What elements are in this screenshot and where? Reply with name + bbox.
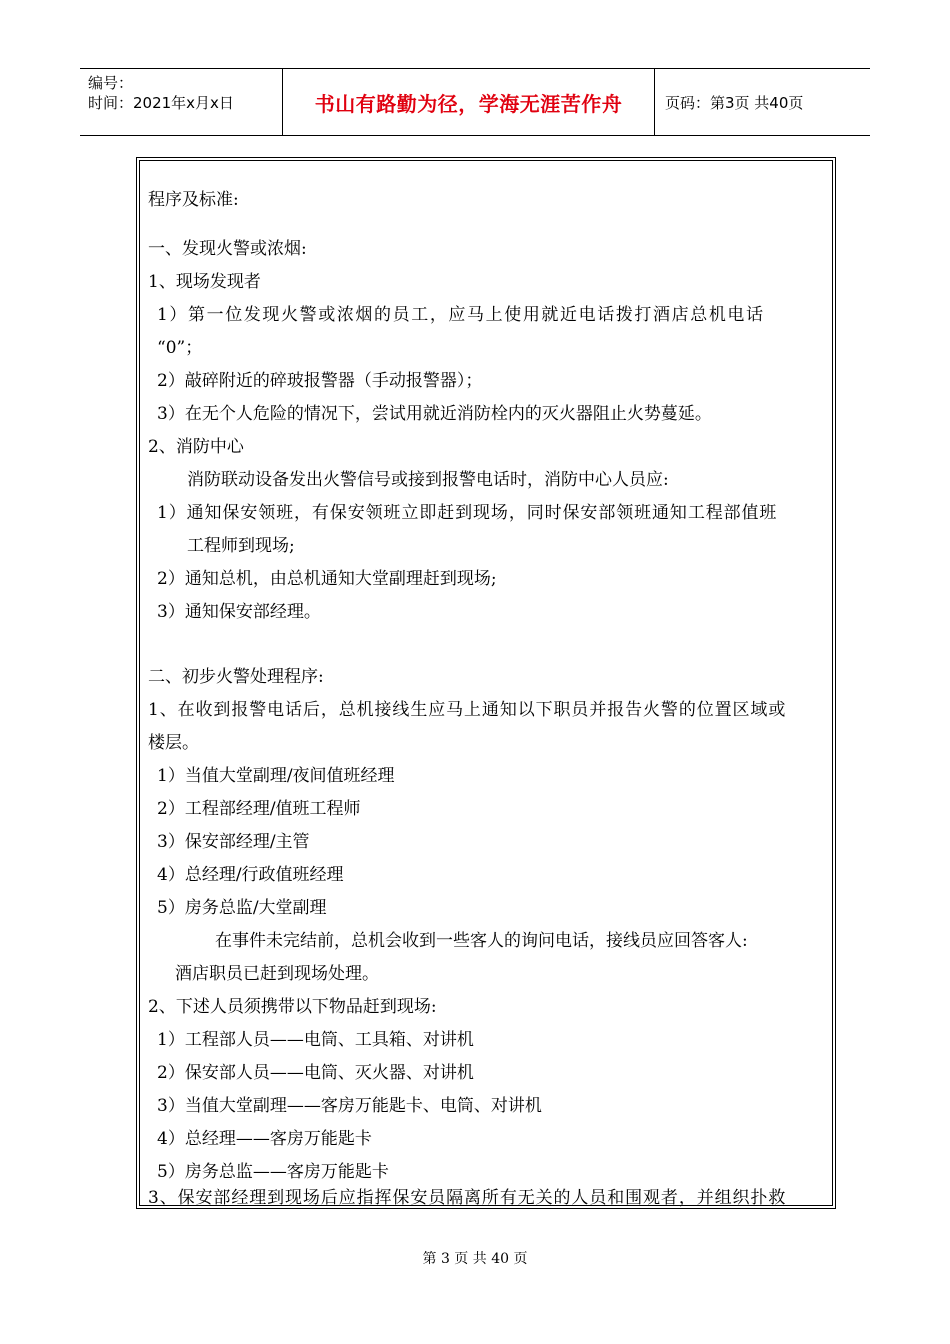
page-header (80, 68, 870, 136)
paragraph: 3、保安部经理到现场后应指挥保安员隔离所有无关的人员和围观者，并组织扑救 (148, 1188, 787, 1208)
list-item: 5）房务总监——客房万能匙卡 (157, 1162, 389, 1182)
paragraph-continuation: 酒店职员已赶到现场处理。 (175, 964, 379, 984)
list-item: 3）在无个人危险的情况下，尝试用就近消防栓内的灭火器阻止火势蔓延。 (157, 404, 712, 424)
list-item: 2）保安部人员——电筒、灭火器、对讲机 (157, 1063, 474, 1083)
paragraph: 1、在收到报警电话后，总机接线生应马上通知以下职员并报告火警的位置区域或 (148, 700, 787, 720)
list-item: 4）总经理——客房万能匙卡 (157, 1129, 372, 1149)
header-page-info: 页码：第3页 共40页 (665, 93, 804, 112)
list-item-continuation: 工程师到现场; (187, 536, 295, 556)
subsection-title: 1、现场发现者 (148, 272, 261, 292)
list-item: 3）当值大堂副理——客房万能匙卡、电筒、对讲机 (157, 1096, 542, 1116)
list-item: 1）第一位发现火警或浓烟的员工，应马上使用就近电话拨打酒店总机电话 (157, 305, 765, 325)
list-item: 1）当值大堂副理/夜间值班经理 (157, 766, 395, 786)
subsection-title: 2、下述人员须携带以下物品赶到现场: (148, 997, 437, 1017)
list-item: 2）通知总机，由总机通知大堂副理赶到现场; (157, 569, 497, 589)
list-item: 1）工程部人员——电筒、工具箱、对讲机 (157, 1030, 474, 1050)
list-item: 4）总经理/行政值班经理 (157, 865, 344, 885)
paragraph: 消防联动设备发出火警信号或接到报警电话时，消防中心人员应: (187, 470, 669, 490)
paragraph: 在事件未完结前，总机会收到一些客人的询问电话，接线员应回答客人: (215, 931, 748, 951)
list-item: 2）敲碎附近的碎玻报警器（手动报警器）； (157, 371, 483, 391)
header-motto: 书山有路勤为径，学海无涯苦作舟 (283, 69, 655, 135)
subsection-title: 2、消防中心 (148, 437, 244, 457)
header-meta (80, 69, 283, 135)
list-item: 3）保安部经理/主管 (157, 832, 310, 852)
paragraph-continuation: 楼层。 (148, 733, 199, 753)
list-item-continuation: “0”； (157, 338, 203, 358)
section-title: 二、初步火警处理程序: (148, 667, 324, 687)
section-heading: 程序及标准: (148, 190, 239, 210)
section-title: 一、发现火警或浓烟: (148, 239, 307, 259)
content-frame (136, 157, 836, 1209)
list-item: 2）工程部经理/值班工程师 (157, 799, 361, 819)
document-date-label: 时间：2021年x月x日 (88, 94, 234, 112)
list-item: 3）通知保安部经理。 (157, 602, 321, 622)
list-item: 1）通知保安领班，有保安领班立即赶到现场，同时保安部领班通知工程部值班 (157, 503, 778, 523)
list-item: 5）房务总监/大堂副理 (157, 898, 327, 918)
document-number-label: 编号： (88, 74, 134, 92)
page-footer: 第 3 页 共 40 页 (422, 1251, 528, 1267)
